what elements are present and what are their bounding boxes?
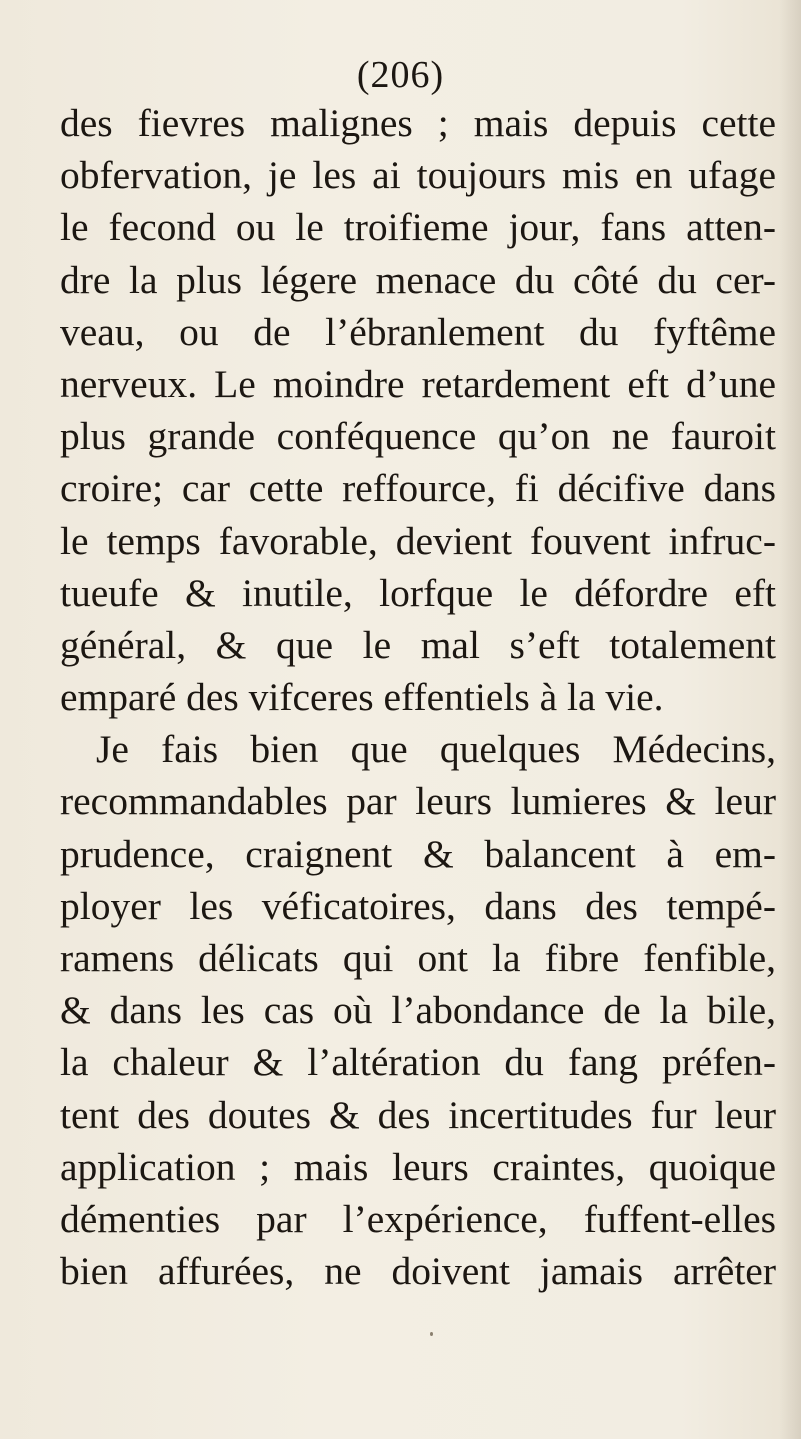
text-line: général, & que le mal s’eft totalement bbox=[60, 622, 776, 667]
text-line: démenties par l’expérience, fuffent-elles bbox=[60, 1196, 776, 1241]
paper-speck bbox=[430, 1332, 433, 1336]
text-line: prudence, craignent & balancent à em- bbox=[60, 831, 776, 876]
text-line: le fecond ou le troifieme jour, fans atten- bbox=[60, 205, 776, 250]
page-edge-shadow bbox=[779, 0, 801, 1439]
text-line: ployer les véficatoires, dans des tempé- bbox=[60, 883, 776, 928]
text-line: obfervation, je les ai toujours mis en ufage bbox=[60, 153, 776, 198]
text-line: application ; mais leurs craintes, quoique bbox=[60, 1144, 776, 1189]
text-line: veau, ou de l’ébranlement du fyftême bbox=[60, 309, 776, 354]
text-line: recommandables par leurs lumieres & leur bbox=[60, 779, 776, 824]
text-line: dre la plus légere menace du côté du cer- bbox=[60, 257, 776, 302]
text-line: ramens délicats qui ont la fibre fenfible, bbox=[60, 936, 776, 980]
text-line: bien affurées, ne doivent jamais arrêter bbox=[60, 1249, 776, 1294]
text-line: tueufe & inutile, lorfque le défordre eft bbox=[60, 570, 776, 615]
body-text bbox=[60, 97, 776, 1297]
text-line: des fievres malignes ; mais depuis cette bbox=[60, 101, 776, 145]
text-line: & dans les cas où l’abondance de la bile, bbox=[60, 988, 776, 1033]
text-line: plus grande conféquence qu’on ne fauroit bbox=[60, 414, 776, 459]
text-line: tent des doutes & des incertitudes fur leur bbox=[60, 1092, 776, 1137]
text-line: emparé des vifceres effentiels à la vie. bbox=[60, 675, 664, 720]
text-line: le temps favorable, devient fouvent infruc- bbox=[60, 518, 776, 563]
page-number: (206) bbox=[356, 54, 445, 96]
text-line: croire; car cette reffource, fi décifive dans bbox=[60, 466, 776, 511]
paragraph-start-line: Je fais bien que quelques Médecins, bbox=[96, 727, 776, 772]
text-line: la chaleur & l’altération du fang préfen- bbox=[60, 1040, 776, 1085]
text-line: nerveux. Le moindre retardement eft d’une bbox=[60, 361, 776, 406]
